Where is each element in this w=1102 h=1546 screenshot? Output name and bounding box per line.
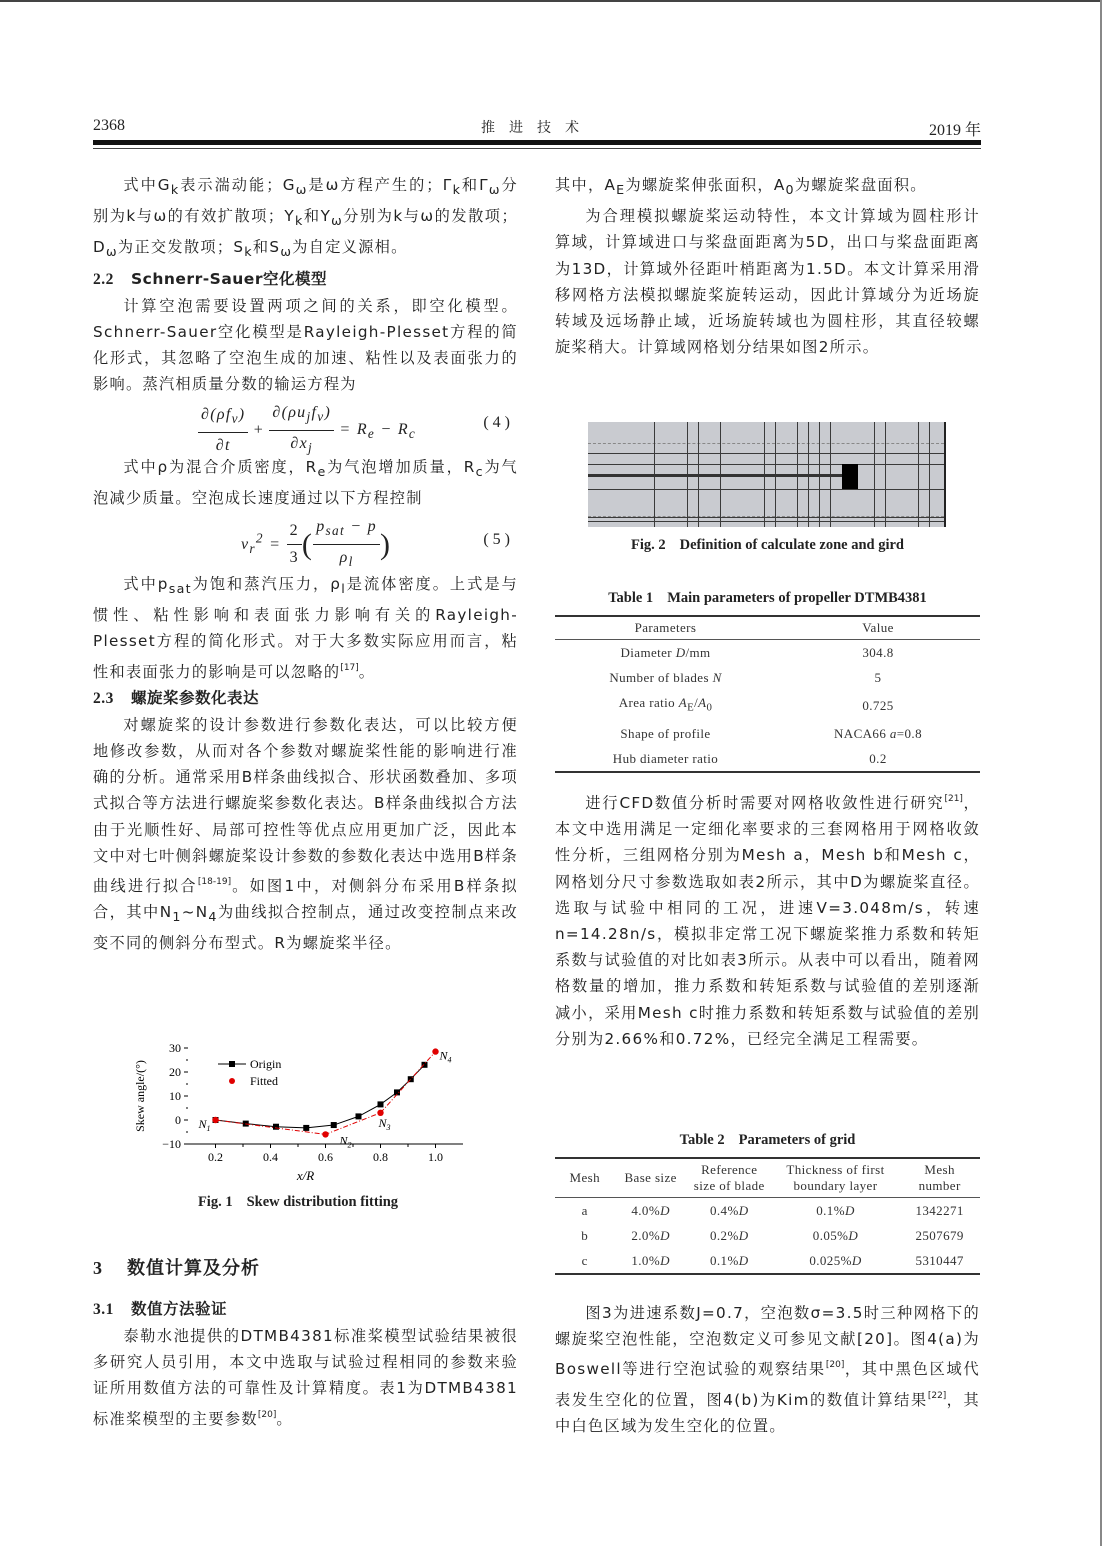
table-cell: 0.4%D bbox=[710, 1203, 749, 1218]
legend-label-origin: Origin bbox=[250, 1057, 282, 1071]
table-cell: 1.0%D bbox=[615, 1248, 687, 1274]
x-tick-label: 0.4 bbox=[263, 1150, 278, 1164]
table-cell: a bbox=[581, 1203, 588, 1218]
control-point-label: $N_2$ bbox=[339, 1133, 352, 1150]
paragraph: 对螺旋桨的设计参数进行参数化表达，可以比较方便地修改参数，从而对各个参数对螺旋桨性能的影响进行准确的分析。通常采用B样条曲线拟合、形状函数叠加、多项式拟合等方法进行螺旋桨参数化表达。B样条曲线拟合方法由于光顺性好、局部可控性等优点应用更加广泛，因此本文中对七叶侧斜螺旋桨设计参数的参数化表达中选用B样条曲线进行拟合[18-19]。如图1中，对侧斜分布采用B样条拟合，其中$N_1\sim N_4$为曲线拟合控制点，通过改变控制点来改变不同的侧斜分布型式。R为螺旋桨半径。 bbox=[93, 715, 518, 953]
table-row bbox=[555, 1198, 980, 1224]
section-heading-3-1 bbox=[93, 1296, 518, 1323]
table-row bbox=[555, 1223, 980, 1248]
figure-2 bbox=[555, 422, 980, 554]
header-rule-thick bbox=[93, 140, 981, 145]
table-cell: 4.0%D bbox=[631, 1203, 670, 1218]
column-header: Value bbox=[776, 616, 980, 640]
y-tick-label: 20 bbox=[169, 1065, 181, 1079]
section-number: 3 bbox=[93, 1258, 103, 1278]
equation-lhs: $v_r^2$ = bbox=[241, 530, 282, 556]
data-point-fitted bbox=[212, 1117, 218, 1123]
table-row bbox=[555, 690, 980, 721]
control-point-label: $N_1$ bbox=[198, 1117, 211, 1133]
column-header: Reference size of blade bbox=[687, 1158, 772, 1198]
figure-caption-text: Skew distribution fitting bbox=[246, 1194, 399, 1210]
table-cell: Area ratio $A_E/A_0$ bbox=[618, 695, 713, 714]
table-caption bbox=[555, 590, 980, 607]
section-title: 数值计算及分析 bbox=[127, 1258, 260, 1279]
series-line-origin bbox=[216, 1065, 425, 1128]
table-cell: 0.2 bbox=[776, 746, 980, 772]
table-cell: 304.8 bbox=[862, 645, 894, 660]
control-point-label: $N_4$ bbox=[439, 1048, 452, 1065]
paragraph: 其中，$A_E$为螺旋桨伸张面积，$A_0$为螺旋桨盘面积。 bbox=[555, 176, 927, 198]
column-header: Mesh bbox=[555, 1158, 615, 1198]
x-tick-label: 0.8 bbox=[373, 1150, 388, 1164]
table-row bbox=[555, 721, 980, 746]
skew-chart bbox=[128, 1038, 468, 1188]
figure-label: Fig. 2 bbox=[631, 537, 666, 553]
paragraph: 为合理模拟螺旋桨运动特性，本文计算域为圆柱形计算域，计算域进口与桨盘面距离为5D，出口与桨盘面距离为13D，计算域外径距叶梢距离为1.5D。本文计算采用滑移网格方法模拟螺旋桨旋转运动，因此计算域分为近场旋转域及远场静止域，近场旋转域也为圆柱形，其直径较螺旋桨稍大。计算域网格划分结果如图2所示。 bbox=[555, 207, 980, 357]
figure-1 bbox=[128, 1038, 468, 1223]
header-rule-thin bbox=[93, 148, 981, 149]
left-column-lower bbox=[93, 1253, 518, 1432]
equation-rhs: = $R_e - R_c$ bbox=[339, 421, 417, 442]
equation-number: (5) bbox=[483, 530, 514, 548]
column-header: Parameters bbox=[555, 616, 776, 640]
equation-term: $\frac{\partial(\rho u_jf_v)}{\partial x_j}$ bbox=[269, 400, 334, 462]
column-header: Mesh number bbox=[899, 1158, 980, 1198]
table-title: Parameters of grid bbox=[738, 1132, 856, 1148]
figure-caption-text: Definition of calculate zone and gird bbox=[679, 537, 904, 553]
table-cell: Hub diameter ratio bbox=[555, 746, 776, 772]
equation-5: $v_r^2$ = $\frac{2}{3}$ ( $\frac{p_{sat} - p}{\rho_l}$ ) (5) bbox=[93, 511, 518, 571]
data-point-origin bbox=[356, 1113, 362, 1119]
legend-marker-origin bbox=[229, 1061, 235, 1067]
figure-label: Fig. 1 bbox=[197, 1194, 233, 1210]
table-cell: 0.1%D bbox=[816, 1203, 855, 1218]
section-title: 数值方法验证 bbox=[131, 1300, 228, 1318]
parameters-table bbox=[555, 615, 980, 773]
section-number: 2.2 bbox=[93, 270, 114, 288]
data-point-origin bbox=[331, 1122, 337, 1128]
figure-caption bbox=[555, 537, 980, 554]
table-cell: 2507679 bbox=[915, 1228, 964, 1243]
page-border-top bbox=[0, 0, 1102, 2]
section-heading-3 bbox=[93, 1253, 518, 1284]
table-cell: 0.2%D bbox=[710, 1228, 749, 1243]
left-column bbox=[93, 172, 518, 957]
year: 2019 年 bbox=[928, 122, 981, 139]
table-row bbox=[555, 640, 980, 666]
running-header bbox=[93, 117, 981, 139]
table-cell: 5 bbox=[874, 670, 882, 685]
table-row bbox=[555, 1248, 980, 1274]
section-title: 螺旋桨参数化表达 bbox=[131, 688, 260, 707]
section-title: Schnerr-Sauer空化模型 bbox=[131, 269, 327, 288]
page-number: 2368 bbox=[93, 117, 125, 134]
table-2 bbox=[555, 1132, 980, 1275]
data-point-fitted bbox=[322, 1131, 328, 1137]
table-caption bbox=[555, 1132, 980, 1149]
x-axis-label: x/R bbox=[296, 1168, 315, 1183]
legend-marker-fitted bbox=[229, 1078, 235, 1084]
table-label: Table 2 bbox=[679, 1132, 725, 1148]
equation-number: (4) bbox=[483, 413, 514, 431]
column-header: Thickness of first boundary layer bbox=[772, 1158, 900, 1198]
section-number: 2.3 bbox=[93, 689, 114, 707]
table-title: Main parameters of propeller DTMB4381 bbox=[667, 590, 927, 606]
right-column-middle bbox=[555, 786, 980, 1052]
mesh-grid-image bbox=[588, 422, 946, 527]
column-header: Base size bbox=[615, 1158, 687, 1198]
right-column-lower bbox=[555, 1300, 980, 1439]
data-point-origin bbox=[378, 1101, 384, 1107]
table-cell: 0.1%D bbox=[687, 1248, 772, 1274]
propeller-hub bbox=[842, 464, 858, 489]
table-cell: 0.725 bbox=[862, 697, 894, 713]
y-axis-label: Skew angle/(°) bbox=[133, 1060, 147, 1132]
paragraph: 泰勒水池提供的DTMB4381标准桨模型试验结果被很多研究人员引用，本文中选取与试验过程相同的参数来验证所用数值方法的可靠性及计算精度。表1为DTMB4381标准桨模型的主要参数[20]。 bbox=[93, 1327, 518, 1428]
table-cell: NACA66 a=0.8 bbox=[834, 725, 922, 741]
table-row bbox=[555, 746, 980, 772]
legend-label-fitted: Fitted bbox=[250, 1074, 279, 1088]
y-tick-label: 10 bbox=[169, 1089, 181, 1103]
paragraph: 图3为进速系数J=0.7，空泡数σ=3.5时三种网格下的螺旋桨空泡性能，空泡数定义可参见文献[20]。图4(a)为Boswell等进行空泡试验的观察结果[20]，其中黑色区域代表发生空化的位置，图4(b)为Kim的数值计算结果[22]，其中白色区域为发生空化的位置。 bbox=[555, 1304, 981, 1435]
table-1 bbox=[555, 590, 980, 773]
x-tick-label: 0.2 bbox=[208, 1150, 223, 1164]
paragraph: 计算空泡需要设置两项之间的关系，即空化模型。Schnerr-Sauer空化模型是Rayleigh-Plesset方程的简化形式，其忽略了空泡生成的加速、粘性以及表面张力的影响。蒸汽相质量分数的输运方程为 bbox=[93, 296, 518, 394]
section-heading-2-2 bbox=[93, 266, 518, 293]
y-tick-label: −10 bbox=[162, 1137, 181, 1151]
table-cell: 5310447 bbox=[899, 1248, 980, 1274]
x-tick-label: 0.6 bbox=[318, 1150, 333, 1164]
equation-term: $\frac{\partial(\rho f_v)}{\partial t}$ bbox=[198, 402, 248, 460]
table-cell: 0.025%D bbox=[772, 1248, 900, 1274]
table-cell: Diameter D/mm bbox=[620, 645, 711, 660]
propeller-shaft bbox=[588, 474, 845, 477]
equation-term: $\frac{p_{sat} - p}{\rho_l}$ bbox=[313, 514, 380, 576]
table-cell: b bbox=[581, 1228, 589, 1243]
y-tick-label: 30 bbox=[169, 1041, 181, 1055]
paragraph: 式中$p_{sat}$为饱和蒸汽压力，$\rho_l$是流体密度。上式是与惯性、粘性影响和表面张力影响有关的Rayleigh-Plesset方程的简化形式。对于大多数实际应用而言，粘性和表面张力的影响是可以忽略的[17]。 bbox=[93, 574, 519, 681]
paragraph: 式中$G_k$表示湍动能；$G_\omega$是ω方程产生的；$\Gamma_k$和$\Gamma_\omega$分别为k与ω的有效扩散项；$Y_k$和$Y_\omega$分别为k与ω的发散项；$D_\omega$为正交发散项；$S_k$和$S_\omega$为自定义源相。 bbox=[93, 176, 518, 260]
right-column bbox=[555, 172, 980, 360]
section-heading-2-3 bbox=[93, 685, 518, 712]
figure-caption bbox=[128, 1194, 468, 1211]
y-tick-label: 0 bbox=[175, 1113, 181, 1127]
journal-name: 推进技术 bbox=[481, 120, 593, 136]
data-point-fitted bbox=[432, 1048, 438, 1054]
table-cell: c bbox=[555, 1248, 615, 1274]
equation-4: $\frac{\partial(\rho f_v)}{\partial t}$ + $\frac{\partial(\rho u_jf_v)}{\partial x_j}$ = $R_e - R_c$ (4) bbox=[93, 398, 518, 454]
data-point-origin bbox=[273, 1124, 279, 1130]
table-label: Table 1 bbox=[608, 590, 654, 606]
table-cell: Shape of profile bbox=[620, 725, 711, 741]
x-tick-label: 1.0 bbox=[428, 1150, 443, 1164]
paragraph: 进行CFD数值分析时需要对网格收敛性进行研究[21]，本文中选用满足一定细化率要求的三套网格用于网格收敛性分析，三组网格分别为Mesh a，Mesh b和Mesh c，网格划分尺寸参数选取如表2所示，其中D为螺旋桨直径。选取与试验中相同的工况，进速V=3.048m/s，转速n=14.28n/s，模拟非定常工况下螺旋桨推力系数和转矩系数与试验值的对比如表3所示。从表中可以看出，随着网格数量的增加，推力系数和转矩系数与试验值的差别逐渐减小，采用Mesh c时推力系数和转矩系数与试验值的差别分别为2.66%和0.72%，已经完全满足工程需要。 bbox=[555, 794, 980, 1048]
table-cell: Number of blades N bbox=[609, 670, 722, 685]
table-cell: 2.0%D bbox=[631, 1228, 670, 1243]
paragraph: 式中ρ为混合介质密度，$R_e$为气泡增加质量，$R_c$为气泡减少质量。空泡成长速度通过以下方程控制 bbox=[93, 457, 519, 507]
table-cell: 0.05%D bbox=[812, 1228, 859, 1243]
table-cell: 1342271 bbox=[915, 1203, 964, 1218]
grid-parameters-table bbox=[555, 1157, 980, 1275]
table-row bbox=[555, 665, 980, 690]
data-point-origin bbox=[303, 1125, 309, 1131]
control-point-label: $N_3$ bbox=[378, 1115, 391, 1132]
section-number: 3.1 bbox=[93, 1301, 114, 1318]
